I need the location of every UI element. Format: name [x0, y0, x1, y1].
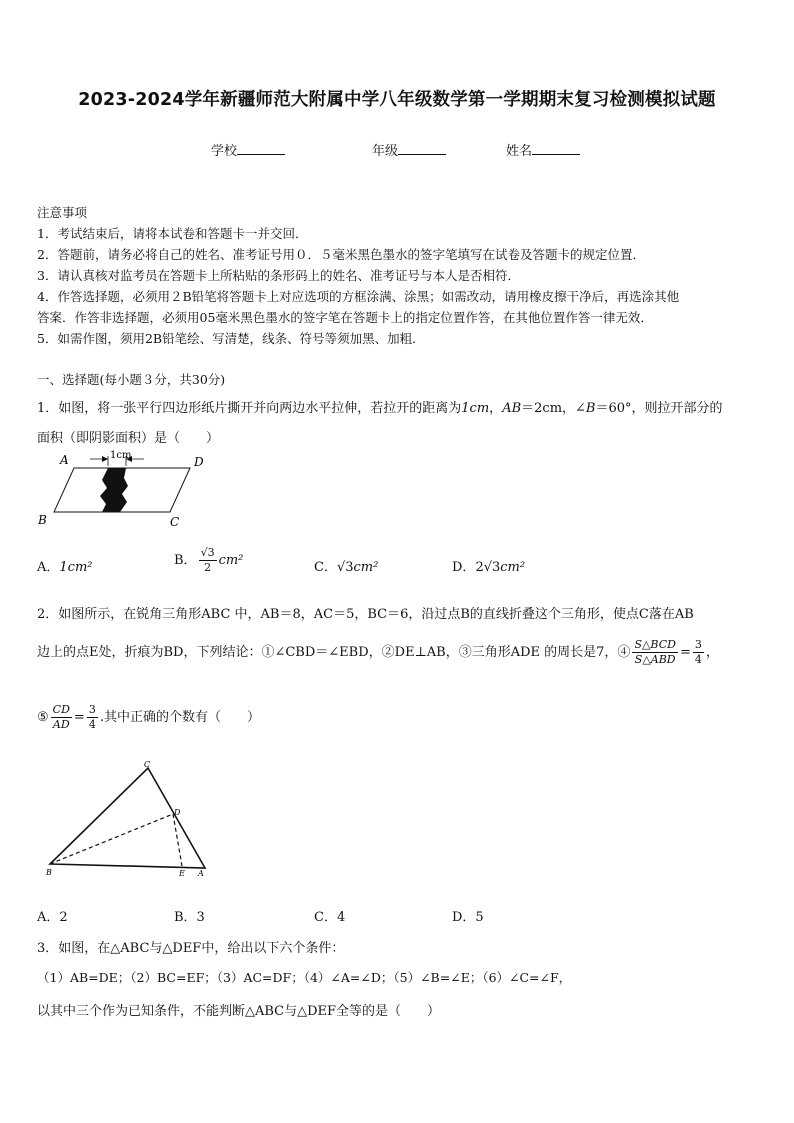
- q2-line-de: [173, 814, 182, 866]
- q1-angle-b: B: [585, 401, 596, 416]
- q2-equals: =: [73, 710, 85, 725]
- q2-text: 边上的点E处，折痕为BD，下列结论：①∠CBD＝∠EBD，②DE⊥AB，③三角形ADE 的周长是7，④: [37, 645, 631, 660]
- q1-option-c[interactable]: [314, 556, 378, 575]
- fraction-denominator: S△ABD: [634, 653, 676, 666]
- option-label: C．: [314, 560, 337, 575]
- name-blank[interactable]: [532, 142, 580, 155]
- option-value: √3: [336, 560, 354, 575]
- q2-equals: =: [679, 645, 691, 660]
- fraction-numerator: 3: [694, 638, 702, 651]
- page-title: 2023-2024学年新疆师范大附属中学八年级数学第一学期期末复习检测模拟试题: [78, 90, 716, 110]
- name-label: 姓名: [506, 144, 533, 159]
- option-label: B．: [174, 553, 197, 568]
- option-label: A．: [37, 560, 60, 575]
- option-unit: cm²: [500, 560, 526, 575]
- school-blank[interactable]: [237, 142, 285, 155]
- grade-blank[interactable]: [398, 142, 446, 155]
- notice-item: 1．考试结束后，请将本试卷和答题卡一并交回．: [37, 226, 308, 241]
- school-label: 学校: [211, 144, 238, 159]
- q2-fold-line-bd: [50, 814, 173, 864]
- q1-arrowhead: [102, 456, 108, 462]
- q1-option-d[interactable]: [452, 556, 525, 575]
- q2-option-d[interactable]: D．5: [452, 910, 484, 925]
- q2-fraction-value: [693, 638, 704, 667]
- q2-fraction-cd-ad: [51, 703, 72, 732]
- q1-stem-line1: [37, 397, 723, 416]
- fraction-denominator: AD: [52, 718, 70, 731]
- q3-stem-line3: 以其中三个作为已知条件，不能判断△ABC与△DEF全等的是（ ）: [37, 1004, 441, 1019]
- q1-shaded-region: [100, 468, 128, 512]
- q2-figure: [40, 758, 215, 878]
- q1-ab: AB: [502, 401, 522, 416]
- q2-vertex-e: E: [179, 869, 185, 878]
- q2-fraction-area: [632, 638, 678, 667]
- q2-vertex-b: B: [46, 868, 52, 877]
- q1-ab-value: ＝2cm，∠: [521, 401, 586, 416]
- q2-stem-line1: 2．如图所示，在锐角三角形ABC 中，AB＝8，AC＝5，BC＝6，沿过点B的直线折叠这个三角形，使点C落在AB: [37, 607, 694, 622]
- q2-vertex-c: C: [144, 760, 151, 769]
- q1-text: 1．如图，将一张平行四边形纸片撕开并向两边水平拉伸，若拉开的距离为: [37, 401, 462, 416]
- q1-figure: [30, 446, 220, 534]
- q1-stem-line2: 面积（即阴影面积）是（ ）: [37, 431, 220, 446]
- q2-vertex-a: A: [198, 869, 204, 878]
- notice-item: 3．请认真核对监考员在答题卡上所粘贴的条形码上的姓名、准考证号与本人是否相符．: [37, 268, 520, 283]
- q2-option-c[interactable]: C．4: [314, 910, 346, 925]
- q1-vertex-d: D: [194, 455, 204, 469]
- option-value: 2√3: [475, 560, 501, 575]
- q2-triangle: [50, 768, 205, 868]
- q1-text: ＝60°，则拉开部分的: [595, 401, 723, 416]
- section-heading: 一、选择题(每小题３分，共30分): [37, 372, 226, 387]
- q2-fraction-value: [87, 703, 98, 732]
- option-unit: cm²: [218, 553, 244, 568]
- option-value: 1cm²: [59, 560, 93, 575]
- option-unit: cm²: [353, 560, 379, 575]
- option-label: D．: [452, 560, 476, 575]
- notice-item: 4．作答选择题，必须用２B铅笔将答题卡上对应选项的方框涂满、涂黑；如需改动，请用橡皮擦干净后，再选涂其他: [37, 289, 680, 304]
- q3-conditions: （1）AB=DE；（2）BC=EF；（3）AC=DF；（4）∠A=∠D；（5）∠B=∠E；（6）∠C=∠F，: [37, 970, 572, 985]
- q1-vertex-c: C: [170, 515, 180, 529]
- notice-item: 5．如需作图，须用2B铅笔绘、写清楚，线条、符号等须加黑、加粗．: [37, 331, 425, 346]
- q2-stem-line3: [37, 703, 260, 732]
- q2-stem-line2: [37, 638, 719, 667]
- fraction-numerator: S△BCD: [634, 638, 676, 651]
- notice-item: 2．答题前，请务必将自己的姓名、准考证号用０．５毫米黑色墨水的签字笔填写在试卷及答题卡的规定位置．: [37, 247, 645, 262]
- name-field[interactable]: [506, 140, 580, 159]
- q1-text: ，: [489, 401, 503, 416]
- fraction-denominator: 4: [694, 653, 702, 666]
- grade-field[interactable]: [372, 140, 446, 159]
- q1-vertex-a: A: [60, 453, 69, 467]
- q2-option-b[interactable]: B．3: [174, 910, 205, 925]
- fraction-denominator: 4: [88, 718, 96, 731]
- school-field[interactable]: [211, 140, 285, 159]
- q1-vertex-b: B: [38, 513, 47, 527]
- q1-option-b[interactable]: [174, 546, 243, 575]
- q2-circle-5: ⑤: [37, 710, 49, 725]
- option-fraction: [199, 546, 217, 575]
- q2-text: .其中正确的个数有（ ）: [99, 710, 260, 725]
- fraction-numerator: 3: [88, 703, 96, 716]
- q3-stem-line1: 3．如图，在△ABC与△DEF中，给出以下六个条件：: [37, 941, 345, 956]
- q2-option-a[interactable]: A．2: [37, 910, 68, 925]
- grade-label: 年级: [372, 144, 399, 159]
- fraction-denominator: 2: [204, 561, 212, 574]
- fraction-numerator: √3: [200, 546, 215, 559]
- fraction-numerator: CD: [52, 703, 70, 716]
- q2-vertex-d: D: [174, 808, 181, 817]
- q2-comma: ，: [705, 645, 719, 660]
- q1-gap-label: 1cm: [110, 450, 132, 461]
- notice-item: 答案．作答非选择题，必须用05毫米黑色墨水的签字笔在答题卡上的指定位置作答，在其他位置作答一律无效．: [37, 310, 653, 325]
- q1-option-a[interactable]: [37, 556, 92, 575]
- notice-heading: 注意事项: [37, 205, 88, 220]
- q1-distance: 1cm: [461, 401, 490, 416]
